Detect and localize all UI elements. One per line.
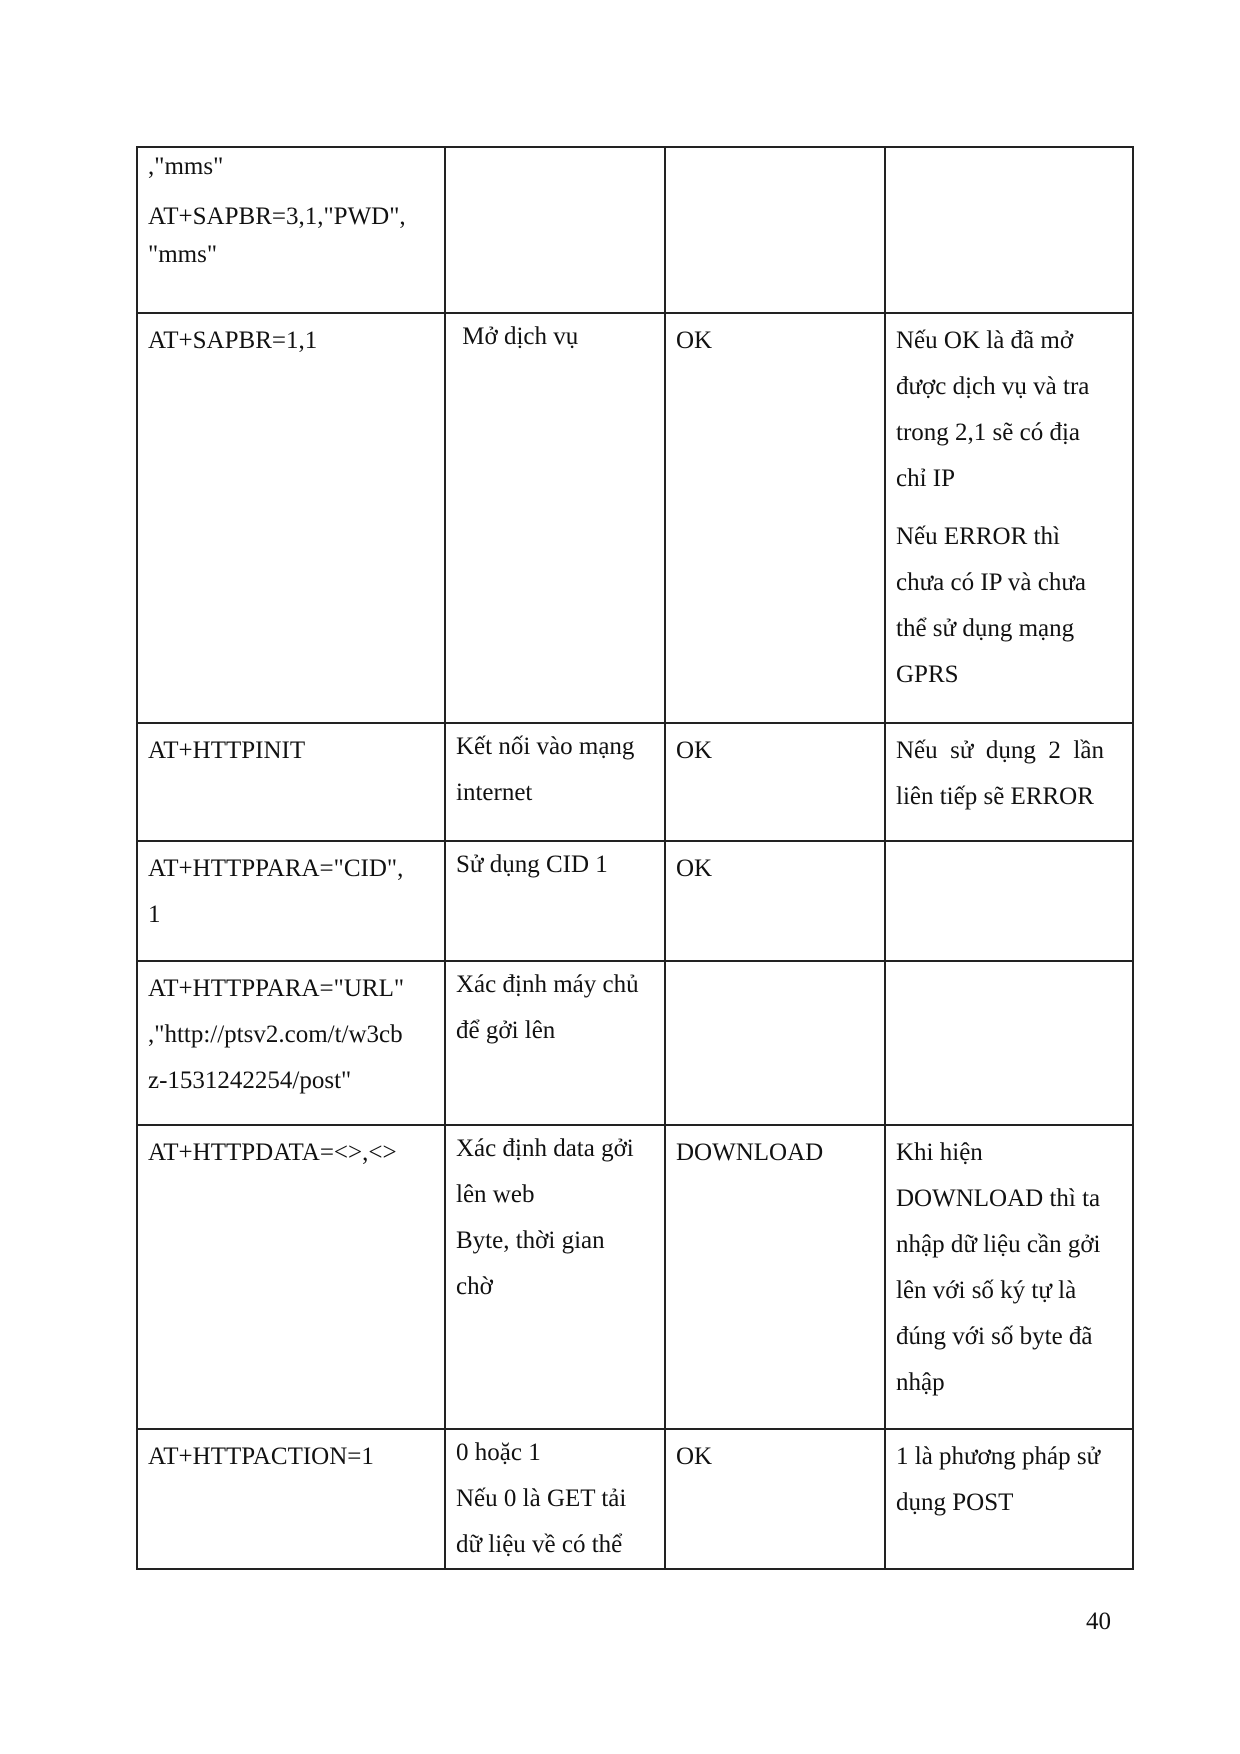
note-cell (885, 1125, 1133, 1429)
response-cell (665, 313, 885, 723)
description-cell (445, 841, 665, 961)
response-cell (665, 147, 885, 313)
note-cell (885, 841, 1133, 961)
command-cell (137, 961, 445, 1125)
description-line: Xác định máy chủ (456, 971, 639, 998)
table-row (137, 841, 1133, 961)
table-row (137, 1429, 1133, 1569)
command-line: 1 (148, 901, 161, 928)
description-line: Byte, thời gian (456, 1227, 605, 1254)
command-line: AT+HTTPPARA="URL" (148, 975, 405, 1002)
note-line: chưa có IP và chưa (896, 569, 1086, 596)
description-line: Xác định data gởi (456, 1135, 634, 1162)
note-cell (885, 961, 1133, 1125)
description-line: Sử dụng CID 1 (456, 851, 608, 878)
note-cell (885, 147, 1133, 313)
note-cell (885, 313, 1133, 723)
command-cell (137, 147, 445, 313)
command-line: ,"http://ptsv2.com/t/w3cb (148, 1021, 403, 1048)
note-line: liên tiếp sẽ ERROR (896, 783, 1094, 810)
response-cell (665, 841, 885, 961)
description-cell (445, 723, 665, 841)
description-line: 0 hoặc 1 (456, 1439, 541, 1466)
response-cell (665, 1429, 885, 1569)
note-line: lên với số ký tự là (896, 1277, 1077, 1304)
command-line: AT+HTTPINIT (148, 737, 306, 764)
note-line: DOWNLOAD thì ta (896, 1185, 1101, 1212)
description-cell (445, 1125, 665, 1429)
description-cell (445, 313, 665, 723)
note-line: nhập dữ liệu cần gởi (896, 1231, 1101, 1258)
response-cell (665, 1125, 885, 1429)
table-row (137, 147, 1133, 313)
page-number: 40 (1086, 1608, 1111, 1635)
response-line: DOWNLOAD (676, 1139, 824, 1166)
note-line: chỉ IP (896, 465, 956, 492)
description-line: Nếu 0 là GET tải (456, 1485, 627, 1512)
response-line: OK (676, 327, 713, 354)
note-line: GPRS (896, 661, 959, 688)
response-line: OK (676, 737, 713, 764)
response-cell (665, 723, 885, 841)
note-line: Nếu OK là đã mở (896, 327, 1074, 354)
command-cell (137, 723, 445, 841)
table-row (137, 313, 1133, 723)
description-line: Kết nối vào mạng (456, 733, 635, 760)
note-line: Nếu ERROR thì (896, 523, 1060, 550)
response-line: OK (676, 1443, 713, 1470)
description-line: chờ (456, 1273, 493, 1300)
note-line: đúng với số byte đã (896, 1323, 1093, 1350)
command-line: ,"mms" (148, 153, 224, 180)
note-cell (885, 723, 1133, 841)
command-table (136, 146, 1134, 1570)
command-cell (137, 1125, 445, 1429)
response-cell (665, 961, 885, 1125)
command-line: AT+SAPBR=3,1,"PWD", (148, 203, 406, 230)
command-line: AT+HTTPDATA=<>,<> (148, 1139, 397, 1166)
description-line: internet (456, 779, 533, 806)
command-cell (137, 313, 445, 723)
table-row (137, 723, 1133, 841)
note-line: trong 2,1 sẽ có địa (896, 419, 1080, 446)
table-row (137, 961, 1133, 1125)
description-line: Mở dịch vụ (456, 323, 579, 350)
description-cell (445, 1429, 665, 1569)
command-line: AT+HTTPPARA="CID", (148, 855, 404, 882)
note-line: dụng POST (896, 1489, 1014, 1516)
note-line: Nếu sử dụng 2 lần (896, 737, 1104, 764)
command-line: "mms" (148, 241, 218, 268)
note-line: Khi hiện (896, 1139, 983, 1166)
note-line: 1 là phương pháp sử (896, 1443, 1101, 1470)
note-cell (885, 1429, 1133, 1569)
command-line: AT+HTTPACTION=1 (148, 1443, 374, 1470)
note-line: nhập (896, 1369, 945, 1396)
command-cell (137, 841, 445, 961)
note-line: được dịch vụ và tra (896, 373, 1090, 400)
response-line: OK (676, 855, 713, 882)
command-line: AT+SAPBR=1,1 (148, 327, 318, 354)
command-cell (137, 1429, 445, 1569)
description-line: để gởi lên (456, 1017, 556, 1044)
command-line: z-1531242254/post" (148, 1067, 352, 1094)
description-cell (445, 961, 665, 1125)
description-cell (445, 147, 665, 313)
description-line: dữ liệu về có thể (456, 1531, 623, 1558)
table-row (137, 1125, 1133, 1429)
description-line: lên web (456, 1181, 535, 1208)
note-line: thể sử dụng mạng (896, 615, 1075, 642)
